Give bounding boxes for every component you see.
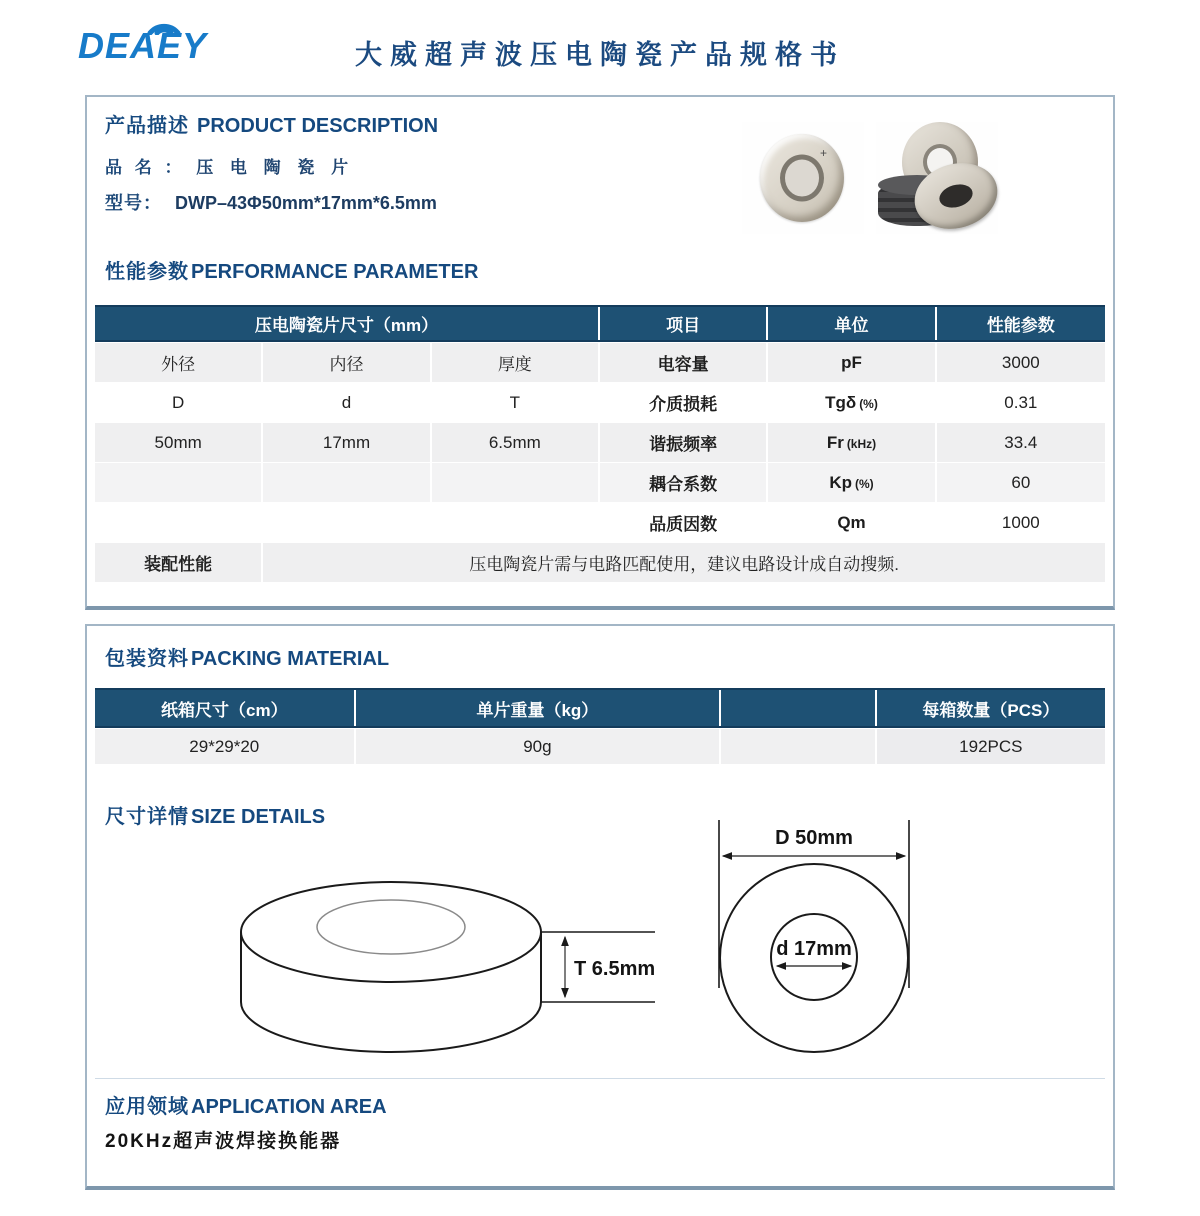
assembly-note-row xyxy=(95,542,1105,582)
table-row: 29*29*20 90g 192PCS xyxy=(95,728,1105,764)
brand-logo-text: DEAEY xyxy=(78,25,208,66)
assembly-label: 装配性能 xyxy=(95,543,263,582)
product-name-label: 品 名 ： xyxy=(105,158,186,177)
section-heading-packing: 包装资料 PACKING MATERIAL xyxy=(105,648,390,670)
product-model-value: DWP–43Φ50mm*17mm*6.5mm xyxy=(175,193,437,213)
section-divider xyxy=(95,1078,1105,1079)
table-row: 外径 内径 厚度 电容量 pF 3000 xyxy=(95,342,1105,382)
product-name-line xyxy=(105,153,354,178)
application-text: 20KHz超声波焊接换能器 xyxy=(105,1131,342,1152)
section-heading-en: PRODUCT DESCRIPTION xyxy=(197,115,439,137)
product-photos xyxy=(742,121,1002,235)
signal-arcs-icon xyxy=(140,13,188,35)
col-value: 性能参数 xyxy=(986,316,1055,335)
product-photo-ring-stack xyxy=(876,122,998,234)
product-photo-ring-single xyxy=(742,122,864,234)
section-heading-application: 应用领域 APPLICATION AREA xyxy=(105,1096,387,1118)
performance-table xyxy=(95,305,1105,582)
product-model-line xyxy=(105,189,437,215)
product-model-label: 型号： xyxy=(105,193,162,213)
section-heading-zh: 产品描述 xyxy=(105,115,189,137)
size-diagram-top-view xyxy=(687,808,1027,1068)
section-heading-size-details: 尺寸详情 SIZE DETAILS xyxy=(105,806,326,828)
table-row: D d T 介质损耗 Tgδ (%) 0.31 xyxy=(95,382,1105,422)
section-heading-performance: 性能参数 PERFORMANCE PARAMETER xyxy=(105,261,479,283)
thickness-dimension-label: T 6.5mm xyxy=(574,958,656,980)
performance-table-header xyxy=(95,305,1105,342)
section-heading-product-description xyxy=(105,109,438,138)
col-unit: 单位 xyxy=(768,307,936,340)
col-carton-size: 纸箱尺寸（cm） xyxy=(95,690,356,726)
table-row: 耦合系数 Kp (%) 60 xyxy=(95,462,1105,502)
col-spacer xyxy=(721,690,877,726)
product-name-value: 压 电 陶 瓷 片 xyxy=(196,158,355,177)
outer-diameter-label: D 50mm xyxy=(775,827,853,849)
packing-size-panel xyxy=(85,624,1115,1190)
col-qty-per-carton: 每箱数量（PCS） xyxy=(922,700,1060,720)
product-spec-panel xyxy=(85,95,1115,610)
col-unit-weight: 单片重量（kg） xyxy=(356,690,722,726)
col-dimensions: 压电陶瓷片尺寸（mm） xyxy=(95,307,600,340)
table-row: 50mm 17mm 6.5mm 谐振频率 Fr (kHz) 33.4 xyxy=(95,422,1105,462)
assembly-note: 压电陶瓷片需与电路匹配使用，建议电路设计成自动搜频. xyxy=(469,555,899,574)
col-item: 项目 xyxy=(600,307,768,340)
packing-table-header xyxy=(95,688,1105,728)
packing-table xyxy=(95,688,1105,764)
table-row: 品质因数 Qm 1000 xyxy=(95,502,1105,542)
piezo-ring-illustration: + xyxy=(760,134,844,222)
size-diagram-side-view xyxy=(237,874,667,1064)
inner-diameter-label: d 17mm xyxy=(776,938,852,960)
page-title: 大威超声波压电陶瓷产品规格书 xyxy=(355,40,845,70)
